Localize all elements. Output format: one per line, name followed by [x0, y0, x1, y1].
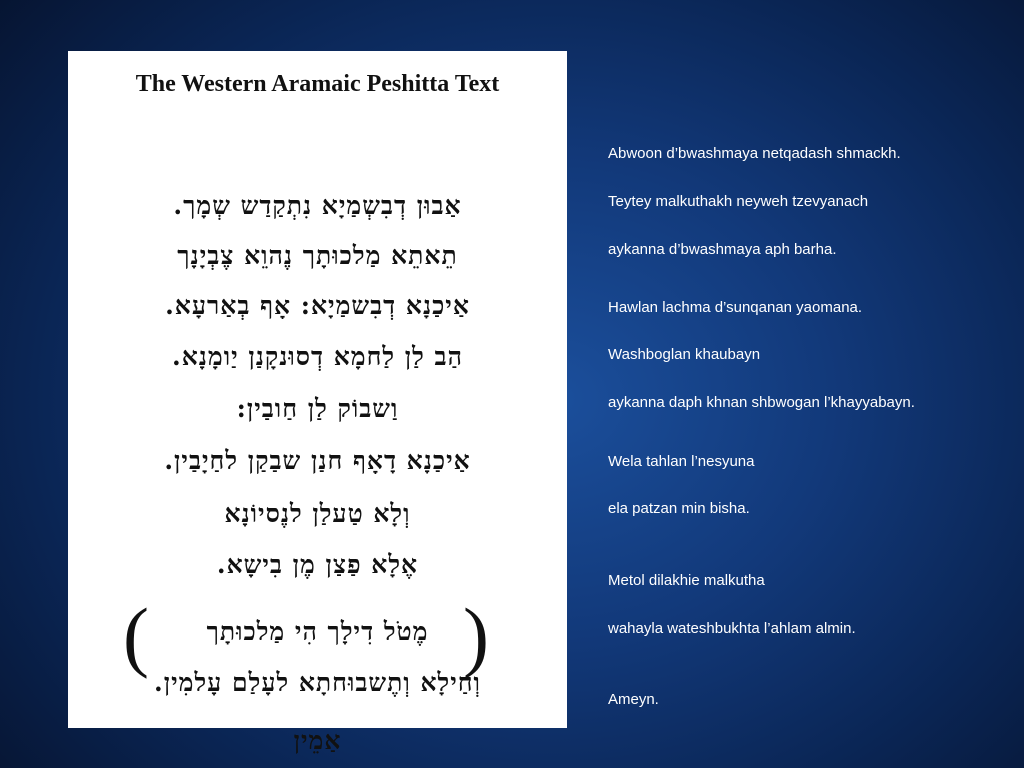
aramaic-line-7: וְלָא טַעלַן לנֶסיוֹנָא	[224, 499, 411, 528]
aramaic-line-1: אַבוּן דְבִשְמַיָא נִתְקַדַש שְמָך.	[173, 191, 462, 220]
transliteration-line-2: Teytey malkuthakh neyweh tzevyanach	[608, 193, 869, 210]
aramaic-line-2: תֵאתֵא מַלכוּתָך נֶהוֵא צֶבְיָנָך	[177, 241, 458, 270]
scanned-text-image	[68, 51, 567, 755]
aramaic-line-3: אַיכַנָא דְבִשמַיָא: אָף בְאַרעָא.	[165, 291, 470, 320]
aramaic-line-10: וְחַילָא וְתֶשבוּחתָא לעָלַם עָלמִין.	[154, 668, 481, 697]
transliteration-line-3: aykanna d’bwashmaya aph barha.	[608, 241, 837, 258]
transliteration-line-4: Hawlan lachma d’sunqanan yaomana.	[608, 299, 863, 316]
transliteration-line-5: Washboglan khaubayn	[608, 346, 761, 363]
transliteration-line-10: wahayla wateshbukhta l’ahlam almin.	[608, 620, 856, 637]
transliteration-line-11: Ameyn.	[608, 691, 659, 708]
aramaic-line-11: אַמֵין	[293, 726, 342, 755]
transliteration-line-6: aykanna daph khnan shbwogan l’khayyabayn.	[608, 394, 915, 411]
aramaic-line-6: אַיכַנָא דָאָף חנַן שבַקַן לחַיָבַין.	[164, 446, 471, 475]
transliteration-line-1: Abwoon d’bwashmaya netqadash shmackh.	[608, 145, 901, 162]
left-parenthesis: (	[123, 592, 149, 679]
aramaic-line-5: וַשבוֹק לַן חַובַין:	[236, 394, 399, 423]
right-parenthesis: )	[463, 592, 489, 679]
aramaic-line-4: הַב לַן לַחמָא דְסוּנקָנַן יַומָנָא.	[172, 342, 463, 371]
transliteration-line-9: Metol dilakhie malkutha	[608, 572, 765, 589]
transliteration-line-8: ela patzan min bisha.	[608, 500, 750, 517]
transliteration-line-7: Wela tahlan l’nesyuna	[608, 453, 755, 470]
aramaic-line-9: מֶטֹל דִילָך הִי מַלכוּתָך	[206, 617, 429, 646]
scan-title: The Western Aramaic Peshitta Text	[135, 71, 500, 97]
aramaic-line-8: אֶלָא פַצַן מֶן בִישָא.	[216, 550, 419, 579]
